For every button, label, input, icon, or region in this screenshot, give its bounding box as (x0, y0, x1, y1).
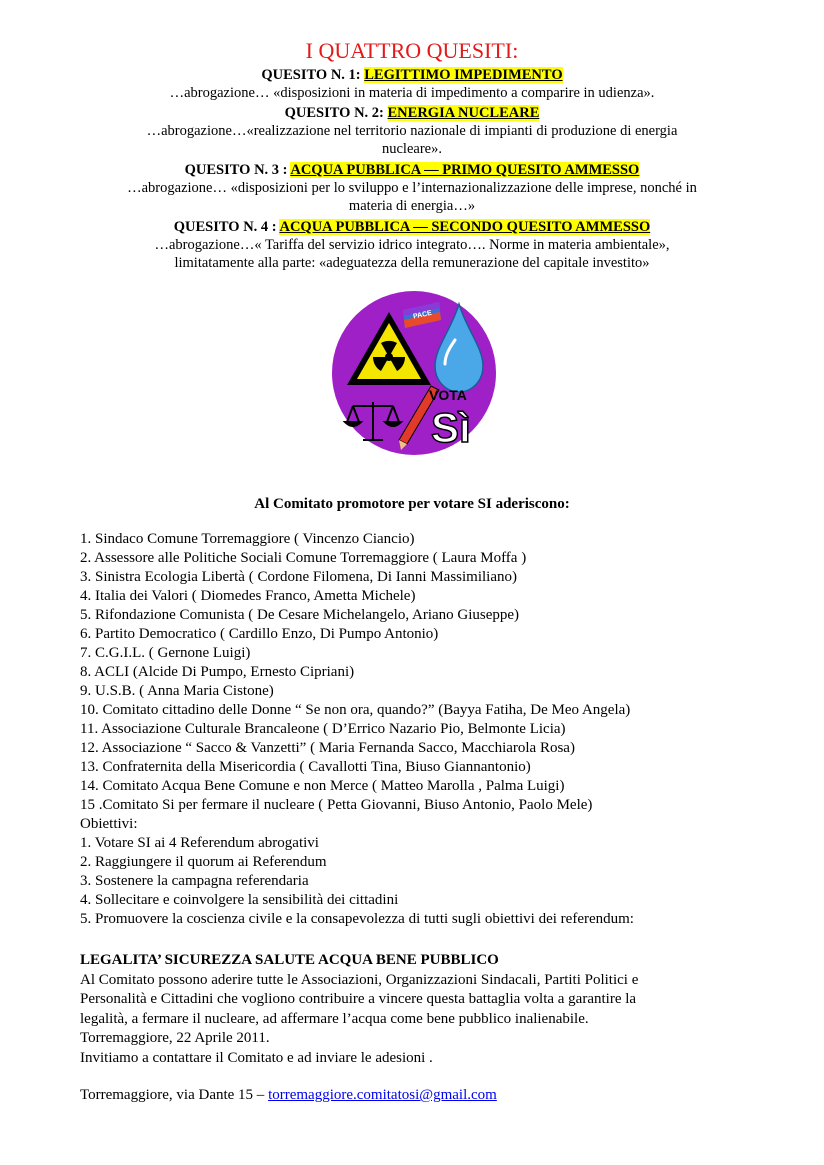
quesito-desc: limitatamente alla parte: «adeguatezza della remunerazione del capitale investito» (174, 255, 650, 271)
logo-si-text: Sì (431, 404, 471, 451)
closing-date: Torremaggiore, 22 Aprile 2011. (80, 1030, 270, 1046)
quesito-4 (80, 218, 744, 272)
list-item: 1. Votare SI ai 4 Referendum abrogativi (80, 835, 319, 851)
quesito-label: QUESITO N. 1: (261, 67, 365, 83)
vota-si-logo (331, 290, 497, 456)
list-item: 1. Sindaco Comune Torremaggiore ( Vincenzo Ciancio) (80, 531, 415, 547)
quesito-desc: …abrogazione… «disposizioni in materia di impedimento a comparire in udienza». (169, 85, 655, 101)
list-item: 5. Rifondazione Comunista ( De Cesare Michelangelo, Ariano Giuseppe) (80, 607, 520, 623)
aderenti-list (80, 530, 760, 929)
list-item: 12. Associazione “ Sacco & Vanzetti” ( Maria Fernanda Sacco, Macchiarola Rosa) (80, 740, 575, 756)
logo-vota-text: VOTA (429, 387, 467, 403)
list-item: 6. Partito Democratico ( Cardillo Enzo, Di Pumpo Antonio) (80, 626, 439, 642)
svg-text:PACE: PACE (412, 309, 433, 321)
quesito-topic: ACQUA PUBBLICA — PRIMO QUESITO AMMESSO (290, 162, 640, 178)
quesito-heading (80, 218, 744, 236)
page-title: I QUATTRO QUESITI: (305, 38, 519, 63)
list-item: 4. Sollecitare e coinvolgere la sensibilità dei cittadini (80, 892, 399, 908)
list-item: 3. Sostenere la campagna referendaria (80, 873, 309, 889)
list-item: 4. Italia dei Valori ( Diomedes Franco, Ametta Michele) (80, 588, 416, 604)
quesito-heading (80, 161, 744, 179)
list-item: 7. C.G.I.L. ( Gernone Luigi) (80, 645, 251, 661)
closing-section (80, 951, 760, 1068)
list-item: 2. Assessore alle Politiche Sociali Comune Torremaggiore ( Laura Moffa ) (80, 550, 527, 566)
list-item: 3. Sinistra Ecologia Libertà ( Cordone Filomena, Di Ianni Massimiliano) (80, 569, 517, 585)
quesito-1 (80, 66, 744, 102)
list-item: 8. ACLI (Alcide Di Pumpo, Ernesto Cipriani) (80, 664, 355, 680)
quesito-2 (80, 104, 744, 158)
quesito-label: QUESITO N. 4 : (173, 219, 280, 235)
list-item: 10. Comitato cittadino delle Donne “ Se non ora, quando?” (Bayya Fatiha, De Meo Angela) (80, 702, 631, 718)
quesito-heading (80, 104, 744, 122)
quesito-3 (80, 161, 744, 215)
slogan: LEGALITA’ SICUREZZA SALUTE ACQUA BENE PUBBLICO (80, 952, 499, 968)
quesito-heading (80, 66, 744, 84)
list-item: 11. Associazione Culturale Brancaleone ( D’Errico Nazario Pio, Belmonte Licia) (80, 721, 566, 737)
quesito-desc: nucleare». (382, 141, 442, 157)
quesito-label: QUESITO N. 3 : (184, 162, 291, 178)
quesito-desc: …abrogazione…«realizzazione nel territorio nazionale di impianti di produzione di energia (146, 123, 678, 139)
list-item: 13. Confraternita della Misericordia ( Cavallotti Tina, Biuso Giannantonio) (80, 759, 531, 775)
list-item: 15 .Comitato Si per fermare il nucleare ( Petta Giovanni, Biuso Antonio, Paolo Mele) (80, 797, 593, 813)
quesito-topic: ACQUA PUBBLICA — SECONDO QUESITO AMMESSO (279, 219, 651, 235)
closing-line: Personalità e Cittadini che vogliono contribuire a vincere questa battaglia volta a garantire la (80, 991, 637, 1007)
list-item: 14. Comitato Acqua Bene Comune e non Merce ( Matteo Marolla , Palma Luigi) (80, 778, 565, 794)
quesito-desc: …abrogazione… «disposizioni per lo sviluppo e l’internazionalizzazione delle imprese, nonché in (127, 180, 697, 196)
list-item: 2. Raggiungere il quorum ai Referendum (80, 854, 327, 870)
comitato-heading: Al Comitato promotore per votare SI aderiscono: (254, 496, 570, 512)
quesito-topic: LEGITTIMO IMPEDIMENTO (364, 67, 563, 83)
quesito-desc: …abrogazione…« Tariffa del servizio idrico integrato…. Norme in materia ambientale», (154, 237, 670, 253)
obiettivi-heading: Obiettivi: (80, 816, 138, 832)
quesito-label: QUESITO N. 2: (284, 105, 388, 121)
list-item: 5. Promuovere la coscienza civile e la consapevolezza di tutti sugli obiettivi dei referendum: (80, 911, 634, 927)
closing-line: legalità, a fermare il nucleare, ad affermare l’acqua come bene pubblico inalienabile. (80, 1010, 589, 1027)
list-item: 9. U.S.B. ( Anna Maria Cistone) (80, 683, 274, 699)
closing-line: Invitiamo a contattare il Comitato e ad inviare le adesioni . (80, 1049, 433, 1066)
quesito-desc: materia di energia…» (348, 198, 476, 214)
footer (80, 1086, 760, 1105)
footer-address: Torremaggiore, via Dante 15 – (80, 1087, 269, 1103)
email-link[interactable]: torremaggiore.comitatosi@gmail.com (268, 1087, 497, 1103)
quesito-topic: ENERGIA NUCLEARE (387, 105, 540, 121)
closing-line: Al Comitato possono aderire tutte le Associazioni, Organizzazioni Sindacali, Partiti Politici e (80, 971, 639, 988)
